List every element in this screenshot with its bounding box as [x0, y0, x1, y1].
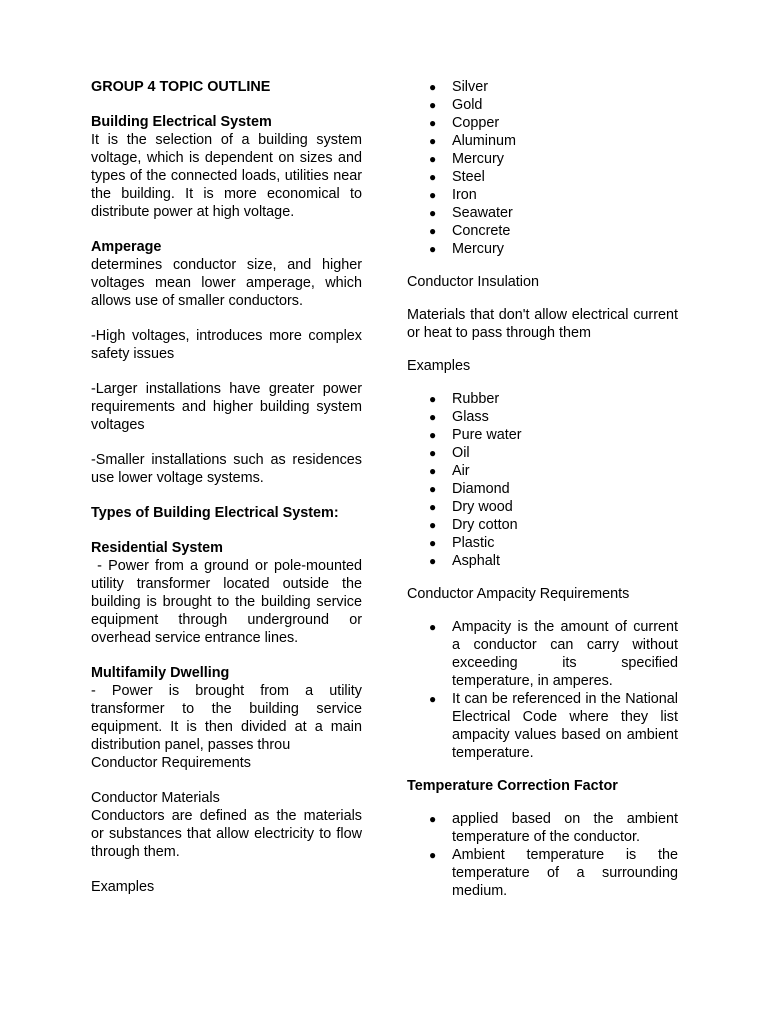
- list-item: ● Asphalt: [407, 552, 678, 570]
- amperage-heading: Amperage: [91, 239, 162, 255]
- conductor-insulation-text: Materials that don't allow electrical current or heat to pass through them: [407, 307, 678, 341]
- right-column: [407, 78, 678, 900]
- examples-label: Examples: [91, 879, 155, 895]
- building-electrical-system-text: It is the selection of a building system voltage, which is dependent on sizes and types of the connected loads, utilities near the building. It is more economical to distribute power at high voltage.: [91, 132, 362, 220]
- building-electrical-system-heading: Building Electrical System: [91, 114, 272, 130]
- list-item: ● Diamond: [407, 480, 678, 498]
- list-item: ● Glass: [407, 408, 678, 426]
- document-title: GROUP 4 TOPIC OUTLINE: [91, 79, 271, 95]
- ampacity-heading: Conductor Ampacity Requirements: [407, 586, 630, 602]
- types-heading: Types of Building Electrical System:: [91, 505, 339, 521]
- ampacity-list: [407, 618, 678, 762]
- list-item: ● Dry cotton: [407, 516, 678, 534]
- list-item: ● Iron: [407, 186, 678, 204]
- list-item: ● Seawater: [407, 204, 678, 222]
- list-item: ● Aluminum: [407, 132, 678, 150]
- smaller-installations-point: -Smaller installations such as residences use lower voltage systems.: [91, 452, 362, 486]
- larger-installations-point: -Larger installations have greater power requirements and higher building system voltages: [91, 381, 362, 433]
- list-item: ● It can be referenced in the National Electrical Code where they list ampacity values based on ambient temperature.: [407, 690, 678, 762]
- conductor-materials-heading: Conductor Materials: [91, 790, 220, 806]
- list-item: ● Concrete: [407, 222, 678, 240]
- examples-label: Examples: [407, 358, 471, 374]
- list-item: ● Ambient temperature is the temperature of a surrounding medium.: [407, 846, 678, 900]
- conductor-requirements: Conductor Requirements: [91, 755, 251, 771]
- residential-heading: Residential System: [91, 540, 223, 556]
- list-item: ● Mercury: [407, 150, 678, 168]
- temperature-correction-list: [407, 810, 678, 900]
- insulator-examples-list: [407, 390, 678, 570]
- amperage-text: determines conductor size, and higher voltages mean lower amperage, which allows use of smaller conductors.: [91, 257, 362, 309]
- list-item: ● Silver: [407, 78, 678, 96]
- list-item: ● Ampacity is the amount of current a conductor can carry without exceeding its specified temperature, in amperes.: [407, 618, 678, 690]
- multifamily-heading: Multifamily Dwelling: [91, 665, 230, 681]
- list-item: ● Gold: [407, 96, 678, 114]
- list-item: ● Copper: [407, 114, 678, 132]
- list-item: ● Dry wood: [407, 498, 678, 516]
- conductor-insulation-heading: Conductor Insulation: [407, 274, 539, 290]
- temperature-correction-heading: Temperature Correction Factor: [407, 778, 618, 794]
- left-column: [91, 78, 367, 896]
- list-item: ● Pure water: [407, 426, 678, 444]
- high-voltage-point: -High voltages, introduces more complex safety issues: [91, 328, 362, 362]
- list-item: ● applied based on the ambient temperature of the conductor.: [407, 810, 678, 846]
- list-item: ● Mercury: [407, 240, 678, 258]
- list-item: ● Air: [407, 462, 678, 480]
- list-item: ● Steel: [407, 168, 678, 186]
- multifamily-text: - Power is brought from a utility transformer to the building service equipment. It is then divided at a main distribution panel, passes throu: [91, 683, 362, 753]
- residential-text: - Power from a ground or pole-mounted utility transformer located outside the building is brought to the building service equipment through underground or overhead service entrance lines.: [91, 558, 367, 646]
- list-item: ● Rubber: [407, 390, 678, 408]
- conductor-examples-list: [407, 78, 678, 258]
- list-item: ● Oil: [407, 444, 678, 462]
- list-item: ● Plastic: [407, 534, 678, 552]
- conductor-materials-text: Conductors are defined as the materials or substances that allow electricity to flow through them.: [91, 808, 362, 860]
